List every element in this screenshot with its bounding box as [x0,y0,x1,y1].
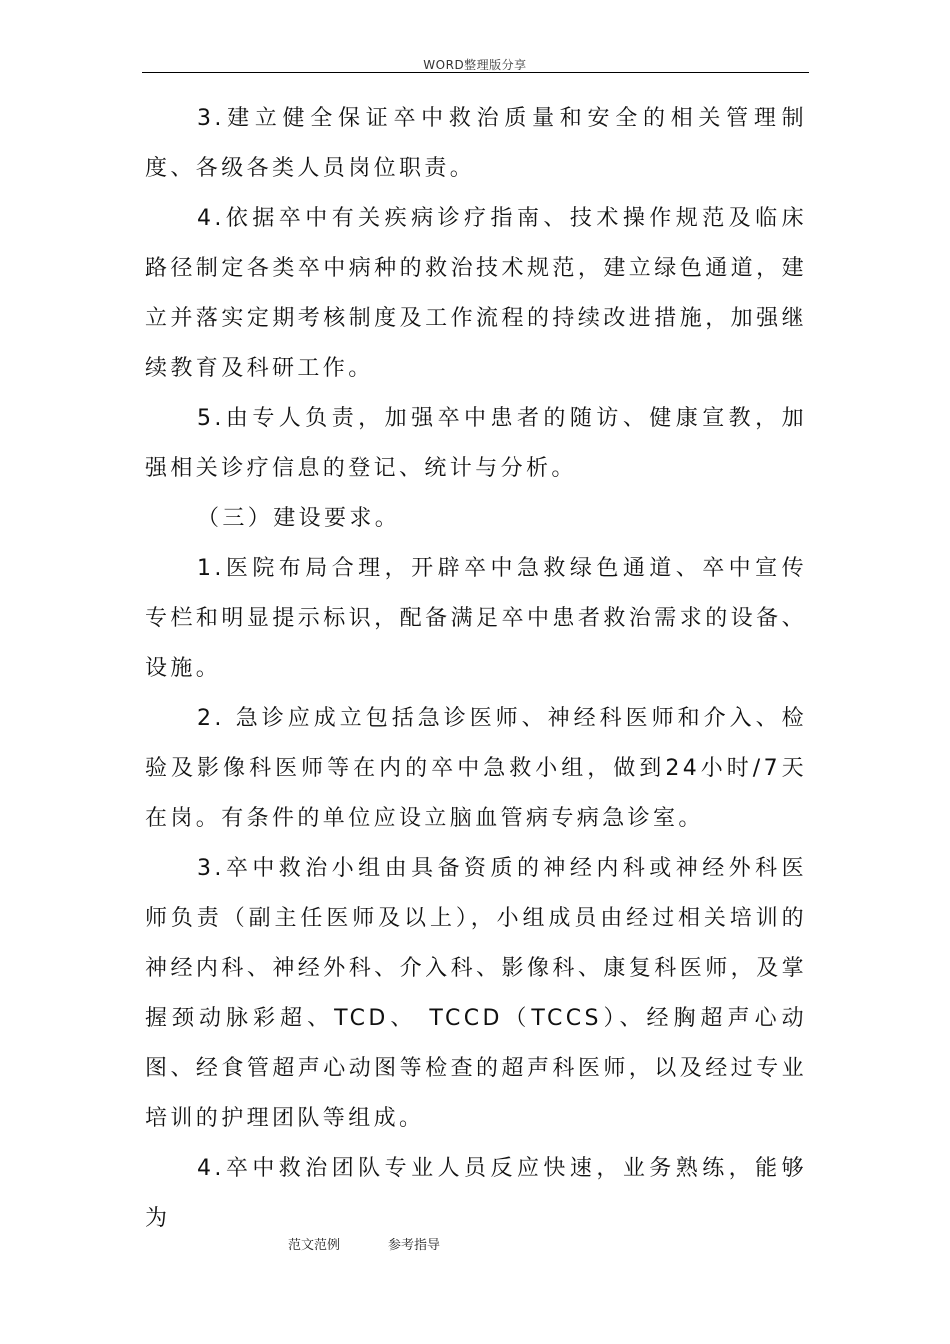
paragraph-item-5: 5.由专人负责，加强卒中患者的随访、健康宣教，加强相关诊疗信息的登记、统计与分析。 [145,406,807,481]
requirement-item-2: 2. 急诊应成立包括急诊医师、神经科医师和介入、检验及影像科医师等在内的卒中急救小组，做到24小时/7天在岗。有条件的单位应设立脑血管病专病急诊室。 [145,706,807,831]
requirement-item-4: 4.卒中救治团队专业人员反应快速，业务熟练，能够为 [145,1156,807,1231]
paragraph-item-4: 4.依据卒中有关疾病诊疗指南、技术操作规范及临床路径制定各类卒中病种的救治技术规范，建立绿色通道，建立并落实定期考核制度及工作流程的持续改进措施，加强继续教育及科研工作。 [145,206,807,381]
page-header-title: WORD整理版分享 [423,58,527,72]
header-divider [142,72,809,73]
footer-left-text: 范文范例 [288,1238,341,1253]
paragraph-item-3: 3.建立健全保证卒中救治质量和安全的相关管理制度、各级各类人员岗位职责。 [145,106,807,181]
document-body [145,94,807,1244]
requirement-item-3: 3.卒中救治小组由具备资质的神经内科或神经外科医师负责（副主任医师及以上），小组成员由经过相关培训的神经内科、神经外科、介入科、影像科、康复科医师，及掌握颈动脉彩超、TCD、 TCCD（TCCS）、经胸超声心动图、经食管超声心动图等检查的超声科医师，以及经过专业培训的护理团队等组成。 [145,856,807,1131]
requirement-item-1: 1.医院布局合理，开辟卒中急救绿色通道、卒中宣传专栏和明显提示标识，配备满足卒中患者救治需求的设备、设施。 [145,556,807,681]
section-heading-requirements: （三）建设要求。 [197,506,401,531]
footer-right-text: 参考指导 [388,1238,441,1253]
